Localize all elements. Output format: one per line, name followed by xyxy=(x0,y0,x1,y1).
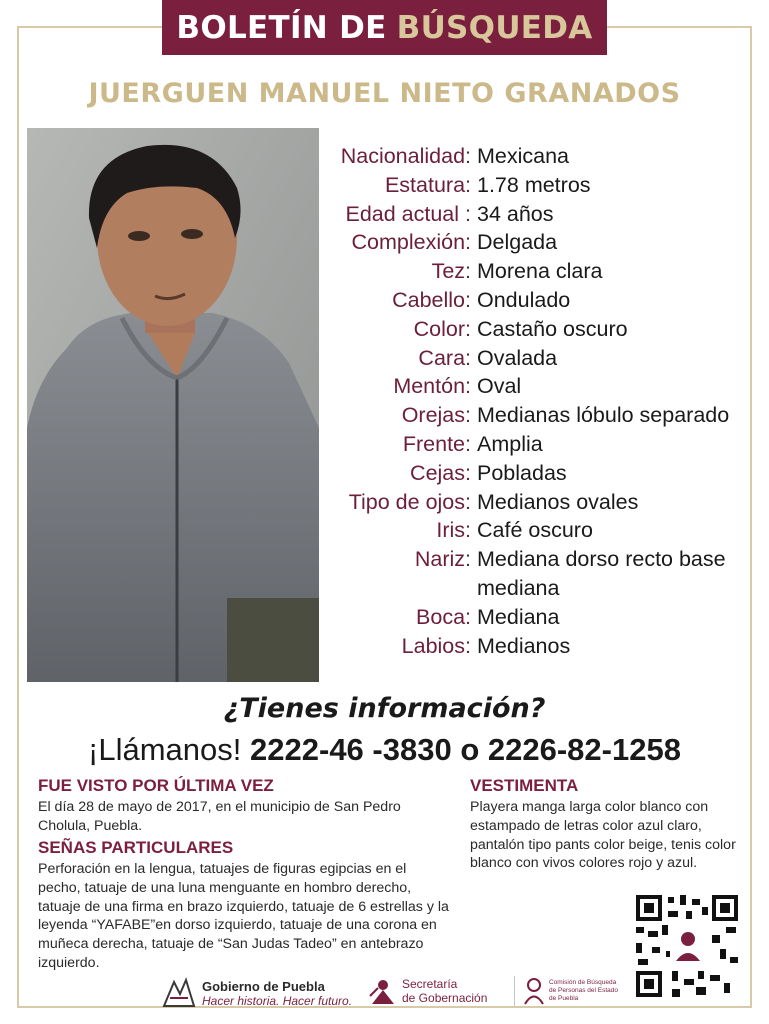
clothing-text: Playera manga larga color blanco con estampado de letras color azul claro, pantalón tipo pants color beige, tenis color blanco con vivos colores rojo y azul. xyxy=(470,799,736,872)
attribute-label: Color: xyxy=(413,316,471,341)
attribute-value: Amplia xyxy=(477,431,543,456)
attribute-row xyxy=(320,488,750,517)
attribute-value: Medianos ovales xyxy=(477,489,639,514)
attribute-value: Medianos xyxy=(477,633,571,658)
attribute-label: Mentón: xyxy=(393,374,471,399)
attribute-value: Café oscuro xyxy=(477,518,593,543)
attribute-row xyxy=(320,200,750,229)
gobierno-puebla-logo-icon xyxy=(160,976,198,1010)
call-line xyxy=(0,732,769,768)
attribute-row xyxy=(320,372,750,401)
logo-divider xyxy=(514,976,515,1006)
phone-number-1[interactable]: 2222-46 -3830 xyxy=(250,732,452,767)
person-photo xyxy=(27,128,319,682)
attribute-value: Mediana xyxy=(477,604,560,629)
attribute-row xyxy=(320,516,750,545)
attribute-label: Cara: xyxy=(418,345,471,370)
attribute-label: Edad actual : xyxy=(345,201,471,226)
attribute-value: 34 años xyxy=(477,201,554,226)
call-prefix: ¡Llámanos! xyxy=(88,732,242,767)
attribute-label: Nacionalidad: xyxy=(340,144,471,168)
attribute-label: Cabello: xyxy=(392,287,471,312)
clothing-heading: VESTIMENTA xyxy=(470,776,579,795)
banner-part2: BÚSQUEDA xyxy=(396,9,593,46)
attribute-row xyxy=(320,286,750,315)
com-line1: Comisión de Búsqueda xyxy=(549,979,617,986)
marks-text: Perforación en la lengua, tatuajes de figuras egipcias en el pecho, tatuaje de una luna menguante en hombro derecho, tatuaje de una firma en brazo izquierdo, tatuaje de 6 estrellas y la leyenda “YAFABE”en dorso izquierdo, tatuaje de una corona en muñeca derecha, tatuaje de “San Judas Tadeo” en antebrazo izquierdo. xyxy=(38,861,449,971)
attribute-value: Delgada xyxy=(477,230,558,255)
attribute-label: Boca: xyxy=(416,604,471,629)
phone-connector: o xyxy=(460,732,480,767)
attribute-value: Ondulado xyxy=(477,287,571,312)
comision-logo-icon xyxy=(523,977,545,1005)
attribute-value: Mexicana xyxy=(477,144,570,168)
attribute-value: Mediana dorso recto base mediana xyxy=(477,547,726,600)
attribute-value: 1.78 metros xyxy=(477,172,591,197)
banner-title xyxy=(162,0,607,55)
attribute-row xyxy=(320,344,750,373)
phone-number-2[interactable]: 2226-82-1258 xyxy=(487,732,681,767)
attribute-label: Frente: xyxy=(402,431,471,456)
gob-line1: Gobierno de Puebla xyxy=(202,978,325,994)
attribute-value: Oval xyxy=(477,374,522,399)
attribute-label: Estatura: xyxy=(384,172,471,197)
attribute-row xyxy=(320,142,750,171)
info-question: ¿Tienes información? xyxy=(223,693,546,724)
attribute-value: Morena clara xyxy=(477,259,603,284)
attribute-value: Ovalada xyxy=(477,345,558,370)
attribute-label: Cejas: xyxy=(410,460,471,485)
sec-line2: de Gobernación xyxy=(402,991,488,1005)
attribute-row xyxy=(320,632,750,661)
person-name: JUERGUEN MANUEL NIETO GRANADOS xyxy=(88,78,681,109)
attribute-row xyxy=(320,257,750,286)
last-seen-heading: FUE VISTO POR ÚLTIMA VEZ xyxy=(38,776,274,795)
gobierno-puebla-logo xyxy=(160,976,352,1010)
attribute-row xyxy=(320,228,750,257)
attribute-label: Nariz: xyxy=(414,547,471,572)
qr-code-icon xyxy=(632,891,742,1001)
attribute-row xyxy=(320,545,750,603)
com-line3: de Puebla xyxy=(549,995,579,1002)
banner-part1: BOLETÍN DE xyxy=(176,9,387,46)
secretaria-logo xyxy=(368,976,487,1006)
attribute-value: Pobladas xyxy=(477,460,567,485)
attribute-label: Complexión: xyxy=(351,230,471,255)
attribute-value: Medianas lóbulo separado xyxy=(477,403,730,428)
comision-logo xyxy=(506,976,618,1006)
attribute-row xyxy=(320,459,750,488)
marks-heading: SEÑAS PARTICULARES xyxy=(38,838,234,857)
attribute-label: Labios: xyxy=(401,633,471,658)
sec-line1: Secretaría xyxy=(402,977,458,991)
attribute-row xyxy=(320,171,750,200)
secretaria-logo-icon xyxy=(368,976,398,1006)
attribute-row xyxy=(320,315,750,344)
com-line2: de Personas del Estado xyxy=(549,987,619,994)
attribute-row xyxy=(320,603,750,632)
attribute-label: Orejas: xyxy=(401,403,471,428)
attribute-label: Tipo de ojos: xyxy=(348,489,471,514)
attribute-label: Iris: xyxy=(436,518,471,543)
attribute-value: Castaño oscuro xyxy=(477,316,628,341)
gob-line2: Hacer historia. Hacer futuro. xyxy=(202,993,353,1008)
attributes-list xyxy=(320,142,750,660)
last-seen-text: El día 28 de mayo de 2017, en el municipio de San Pedro Cholula, Puebla. xyxy=(38,799,401,834)
attribute-label: Tez: xyxy=(431,259,471,284)
attribute-row xyxy=(320,430,750,459)
attribute-row xyxy=(320,401,750,430)
